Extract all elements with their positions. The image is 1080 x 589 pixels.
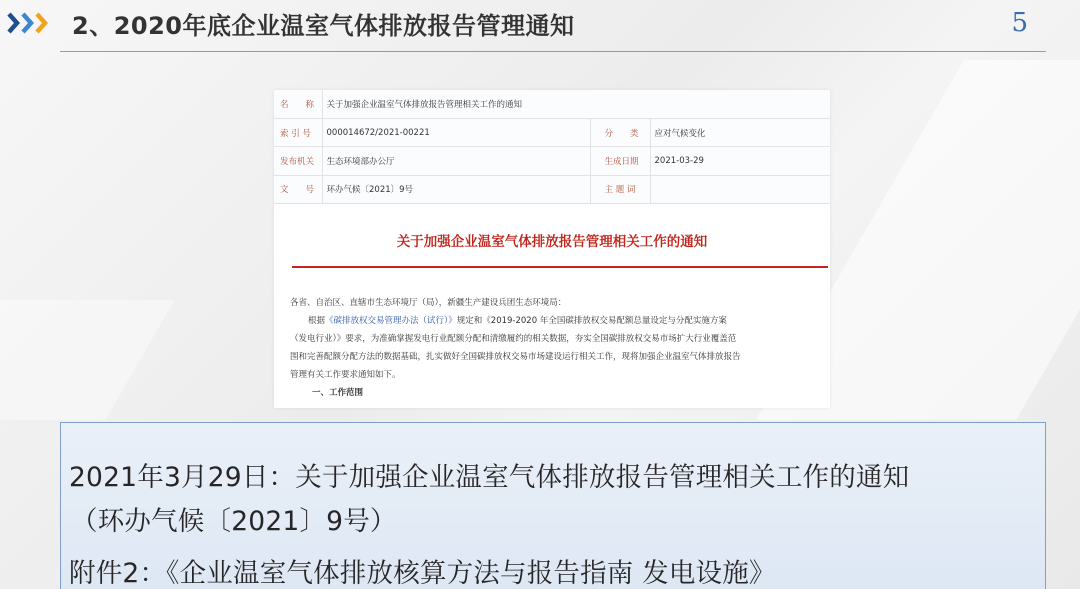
header-divider — [60, 51, 1046, 52]
meta-row — [274, 90, 830, 118]
regulation-link[interactable]: 《碳排放权交易管理办法（试行）》 — [325, 316, 457, 326]
meta-label: 发布机关 — [274, 147, 322, 175]
meta-label: 主 题 词 — [590, 175, 650, 203]
notice-paragraph: 围和完善配额分配方法的数据基础，扎实做好全国碳排放权交易市场建设运行相关工作，现将加强企业温室气体排放报告 — [290, 352, 741, 362]
meta-value — [650, 175, 830, 203]
notice-paragraph: （发电行业）》要求，为准确掌握发电行业配额分配和清缴履约的相关数据，夯实全国碳排放权交易市场扩大行业覆盖范 — [290, 334, 737, 344]
slide-header — [0, 0, 1080, 56]
summary-line: 附件2：《企业温室气体排放核算方法与报告指南 发电设施》 — [69, 558, 776, 589]
notice-screenshot — [274, 90, 830, 408]
meta-value: 000014672/2021-00221 — [322, 118, 590, 146]
summary-line: 2021年3月29日：关于加强企业温室气体排放报告管理相关工作的通知 — [69, 462, 910, 493]
meta-label: 索 引 号 — [274, 118, 322, 146]
meta-row — [274, 147, 830, 175]
notice-metadata-table — [274, 90, 830, 204]
triple-chevron-icon — [6, 8, 56, 38]
meta-value: 应对气候变化 — [650, 118, 830, 146]
meta-value: 2021-03-29 — [650, 147, 830, 175]
notice-text: 根据 — [308, 316, 326, 326]
meta-value: 关于加强企业温室气体排放报告管理相关工作的通知 — [322, 90, 830, 118]
summary-box — [60, 422, 1046, 589]
notice-paragraph — [290, 312, 826, 330]
notice-divider — [292, 266, 828, 268]
notice-paragraph: 管理有关工作要求通知如下。 — [290, 370, 401, 380]
background-decoration — [0, 300, 175, 420]
notice-section-heading: 一、工作范围 — [312, 388, 364, 398]
meta-value: 生态环境部办公厅 — [322, 147, 590, 175]
meta-label: 分 类 — [590, 118, 650, 146]
meta-value: 环办气候〔2021〕9号 — [322, 175, 590, 203]
slide-title: 2、2020年底企业温室气体排放报告管理通知 — [72, 12, 575, 40]
meta-label: 名 称 — [274, 90, 322, 118]
page-number: 5 — [1011, 8, 1028, 38]
notice-heading: 关于加强企业温室气体排放报告管理相关工作的通知 — [396, 234, 708, 250]
notice-body — [290, 294, 826, 402]
notice-text: 规定和《2019-2020 年全国碳排放权交易配额总量设定与分配实施方案 — [456, 316, 727, 326]
meta-row — [274, 175, 830, 203]
summary-line: （环办气候〔2021〕9号） — [71, 506, 397, 537]
meta-row — [274, 118, 830, 146]
meta-label: 生成日期 — [590, 147, 650, 175]
notice-salutation: 各省、自治区、直辖市生态环境厅（局），新疆生产建设兵团生态环境局： — [290, 298, 567, 308]
meta-label: 文 号 — [274, 175, 322, 203]
